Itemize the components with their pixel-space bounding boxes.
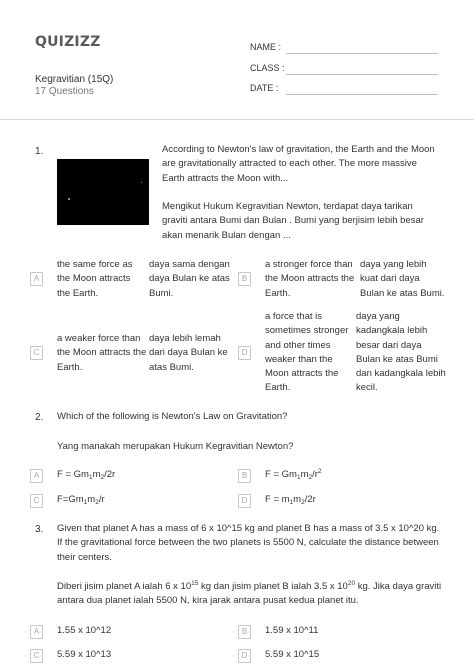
- option-c-text: 5.59 x 10^13: [57, 649, 112, 660]
- option-box-c[interactable]: C: [30, 649, 43, 663]
- option-c-text-ms: daya lebih lemah dari daya Bulan ke atas Bumi.: [149, 333, 228, 373]
- option-box-a[interactable]: A: [30, 625, 43, 639]
- option-a-text-ms: daya sama dengan daya Bulan ke atas Bumi.: [149, 259, 230, 299]
- class-field[interactable]: [286, 74, 438, 75]
- header-divider: [0, 119, 474, 120]
- class-label: CLASS :: [250, 63, 285, 73]
- question-text-ms: Mengikut Hukum Kegravitian Newton, terdapat daya tarikan graviti antara Bumi dan Bulan . Bumi yang berjisim lebih besar akan menarik Bulan dengan ...: [162, 201, 424, 241]
- question-text-en: Given that planet A has a mass of 6 x 10^15 kg and planet B has a mass of 3.5 x 10^20 kg. If the gravitational force between the two planets is 5500 N, calculate the distance between their centers.: [57, 523, 440, 563]
- night-sky-image: [57, 159, 149, 225]
- option-b-text-en: a stronger force than the Moon attracts the Earth.: [265, 259, 355, 299]
- option-box-b[interactable]: B: [238, 272, 251, 286]
- question-number: 1.: [35, 146, 44, 157]
- quizizz-logo: QUIZIZZ: [35, 34, 101, 50]
- moon-dot: [141, 182, 142, 183]
- option-c-text-en: a weaker force than the Moon attracts the Earth.: [57, 333, 147, 373]
- worksheet-title: Kegravitian (15Q): [35, 74, 114, 85]
- name-label: NAME :: [250, 42, 282, 52]
- question-number: 3.: [35, 524, 44, 535]
- option-box-a[interactable]: A: [30, 469, 43, 483]
- question-number: 2.: [35, 412, 44, 423]
- option-box-d[interactable]: D: [238, 649, 251, 663]
- option-box-d[interactable]: D: [238, 346, 251, 360]
- option-box-a[interactable]: A: [30, 272, 43, 286]
- option-d-text-ms: daya yang kadangkala lebih besar dari daya Bulan ke atas Bumi dan kadangkala lebih kecil.: [356, 311, 446, 394]
- option-a-formula: $F = Gm_1m_2/2r$: [57, 469, 116, 481]
- option-b-text: 1.59 x 10^11: [265, 625, 319, 636]
- question-text-en: Which of the following is Newton's Law on Gravitation?: [57, 411, 288, 422]
- option-box-b[interactable]: B: [238, 625, 251, 639]
- option-a-text: 1.55 x 10^12: [57, 625, 112, 636]
- option-box-c[interactable]: C: [30, 346, 43, 360]
- option-a-text-en: the same force as the Moon attracts the Earth.: [57, 259, 133, 299]
- option-d-formula: $F = m_1m_2/2r$: [265, 494, 316, 506]
- date-label: DATE :: [250, 83, 279, 93]
- earth-dot: [68, 198, 70, 200]
- option-d-text: 5.59 x 10^15: [265, 649, 320, 660]
- option-box-d[interactable]: D: [238, 494, 251, 508]
- option-d-text-en: a force that is sometimes stronger and other times weaker than the Moon attracts the Earth.: [265, 311, 349, 394]
- option-c-formula: $F=Gm_1m_2/r$: [57, 494, 105, 506]
- date-field[interactable]: [286, 94, 438, 95]
- question-text-ms: Yang manakah merupakan Hukum Kegravitian Newton?: [57, 441, 294, 452]
- question-text-ms: Diberi jisim planet A ialah 6 x $10^{15}$ kg dan jisim planet B ialah 3.5 x $10^{20}$ kg. Jika daya graviti antara dua planet ialah 5500 N, kira jarak antara pusat kedua planet itu.: [57, 580, 442, 607]
- option-box-b[interactable]: B: [238, 469, 251, 483]
- question-text-en: According to Newton's law of gravitation, the Earth and the Moon are gravitationally attracted to each other. The more massive Earth attracts the Moon with...: [162, 144, 435, 184]
- option-box-c[interactable]: C: [30, 494, 43, 508]
- option-b-formula: $F = Gm_1m_2/r^2$: [265, 468, 322, 481]
- option-b-text-ms: daya yang lebih kuat dari daya Bulan ke atas Bumi.: [360, 259, 445, 299]
- question-count: 17 Questions: [35, 86, 94, 97]
- name-field[interactable]: [286, 53, 438, 54]
